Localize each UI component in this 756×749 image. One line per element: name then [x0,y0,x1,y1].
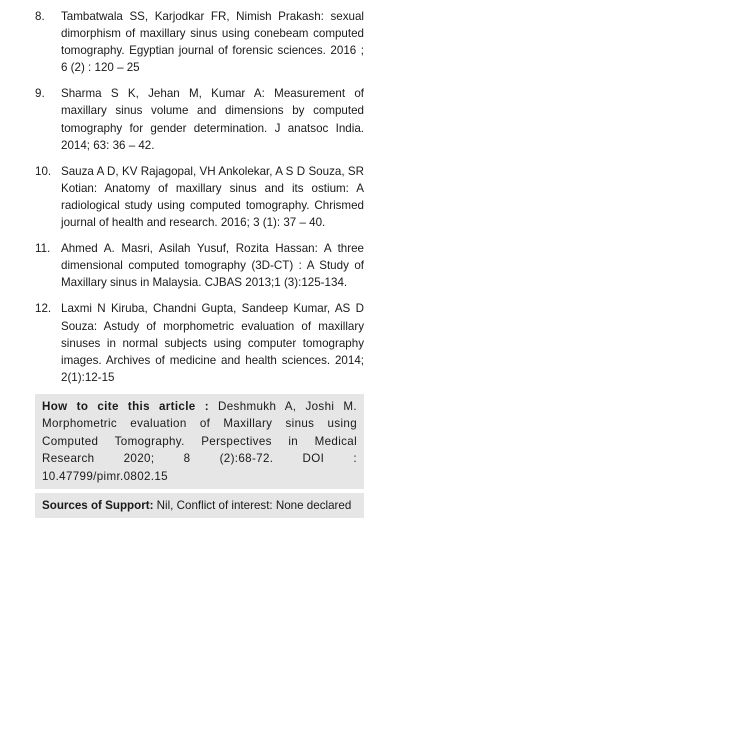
reference-item [35,163,364,231]
reference-number: 12. [35,302,52,316]
reference-number: 11. [35,242,51,256]
reference-item [35,240,364,291]
reference-item [35,300,364,385]
reference-text: Tambatwala SS, Karjodkar FR, Nimish Prakash: sexual dimorphism of maxillary sinus using conebeam computed tomography. Egyptian journal of forensic sciences. 2016 ; 6 (2) : 120 – 25 [61,10,364,75]
reference-number: 9. [35,87,45,101]
reference-text: Ahmed A. Masri, Asilah Yusuf, Rozita Hassan: A three dimensional computed tomography (3D-CT) : A Study of Maxillary sinus in Malaysia. CJBAS 2013;1 (3):125-134. [61,242,364,290]
references-column [35,8,364,518]
reference-number: 10. [35,164,52,178]
reference-item [35,85,364,153]
reference-number: 8. [35,10,45,23]
how-to-cite-box [35,394,364,489]
how-to-cite-text: Deshmukh A, Joshi M. Morphometric evaluation of Maxillary sinus using Computed Tomography. Perspectives in Medical Research 2020; 8 (2):68-72. DOI : 10.47799/pimr.0802.15 [42,399,357,483]
reference-text: Sharma S K, Jehan M, Kumar A: Measurement of maxillary sinus volume and dimensions by computed tomography for gender determination. J anatsoc India. 2014; 63: 36 – 42. [61,87,364,152]
reference-text: Laxmi N Kiruba, Chandni Gupta, Sandeep Kumar, AS D Souza: Astudy of morphometric evaluation of maxillary sinuses in normal subjects using computer tomography images. Archives of medicine and health sciences. 2014; 2(1):12-15 [61,302,364,384]
sources-of-support-text: Nil, Conflict of interest: None declared [153,498,352,512]
reference-text: Sauza A D, KV Rajagopal, VH Ankolekar, A S D Souza, SR Kotian: Anatomy of maxillary sinus and its ostium: A radiological study using computed tomography. Chrismed journal of health and research. 2016; 3 (1): 37 – 40. [61,164,364,230]
reference-item [35,8,364,76]
sources-of-support-box [35,493,364,518]
sources-of-support-label: Sources of Support: [42,498,154,512]
how-to-cite-label: How to cite this article : [42,399,209,413]
